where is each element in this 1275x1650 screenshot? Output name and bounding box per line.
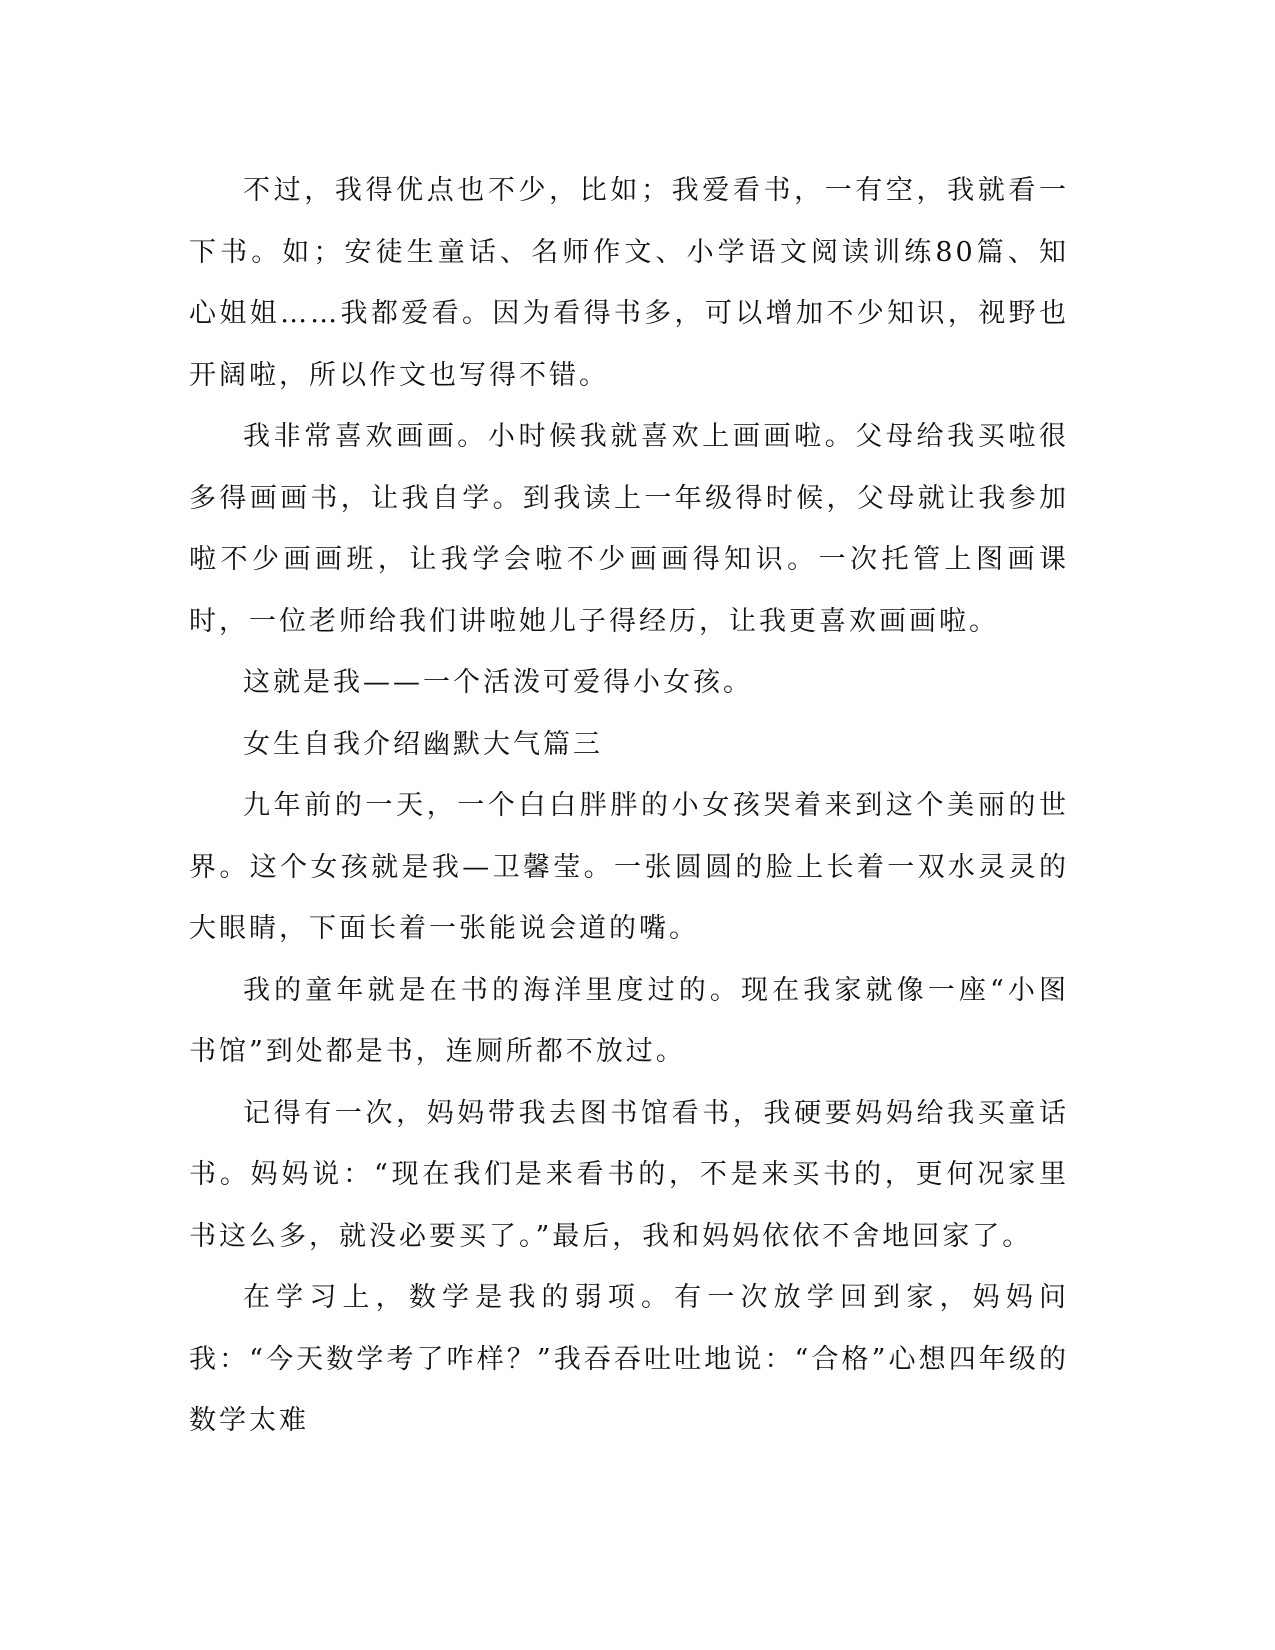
section-heading: 女生自我介绍幽默大气篇三 <box>243 728 603 760</box>
paragraph-drawing-hobby: 我非常喜欢画画。小时候我就喜欢上画画啦。父母给我买啦很多得画画书，让我自学。到我读上一年级得时候，父母就让我参加啦不少画画班，让我学会啦不少画画得知识。一次托管上图画课时，一位老师给我们讲啦她儿子得经历，让我更喜欢画画啦。 <box>189 421 1069 637</box>
paragraph-math-study: 在学习上，数学是我的弱项。有一次放学回到家，妈妈问我：“今天数学考了咋样？”我吞吞吐吐地说：“合格”心想四年级的数学太难 <box>189 1282 1069 1436</box>
paragraph-birth: 九年前的一天，一个白白胖胖的小女孩哭着来到这个美丽的世界。这个女孩就是我—卫馨莹。一张圆圆的脸上长着一双水灵灵的大眼睛，下面长着一张能说会道的嘴。 <box>189 790 1069 944</box>
paragraph-library-visit: 记得有一次，妈妈带我去图书馆看书，我硬要妈妈给我买童话书。妈妈说：“现在我们是来看书的，不是来买书的，更何况家里书这么多，就没必要买了。”最后，我和妈妈依依不舍地回家了。 <box>189 1097 1069 1252</box>
paragraph-childhood-books: 我的童年就是在书的海洋里度过的。现在我家就像一座“小图书馆”到处都是书，连厕所都不放过。 <box>189 974 1069 1067</box>
paragraph-self-summary: 这就是我——一个活泼可爱得小女孩。 <box>243 667 753 698</box>
paragraph-reading-habit: 不过，我得优点也不少，比如；我爱看书，一有空，我就看一下书。如；安徒生童话、名师作文、小学语文阅读训练80篇、知心姐姐……我都爱看。因为看得书多，可以增加不少知识，视野也开阔啦，所以作文也写得不错。 <box>189 175 1069 391</box>
document-body <box>189 160 1069 1452</box>
